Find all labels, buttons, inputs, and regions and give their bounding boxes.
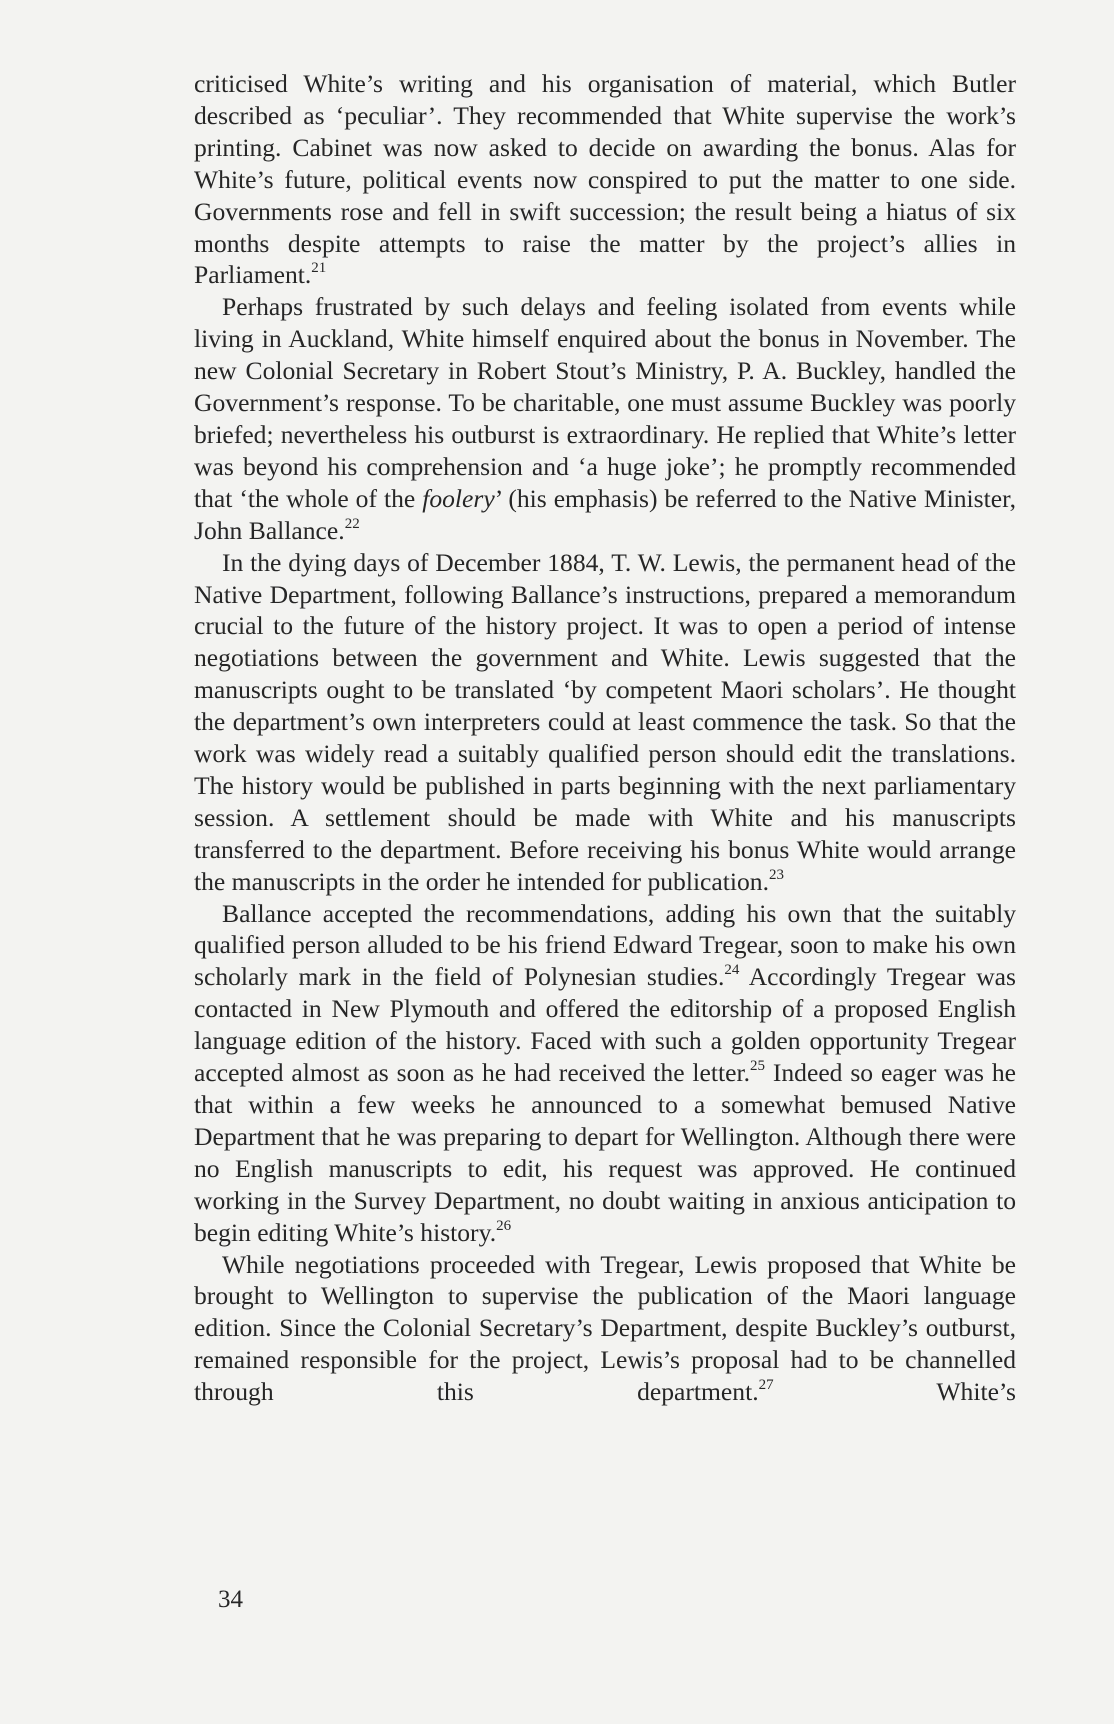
text-span: Accordingly Tregear was contacted in New Plymouth and offered the editorship of a proposed English language edition of the history. Faced with such a golden opportunity Tregear accepted almost as soon as he had received the letter. xyxy=(194,962,1016,1088)
text-span: Indeed so eager was he that within a few weeks he announced to a somewhat bemused Native Department that he was preparing to depart for Wellington. Although there were no English manuscripts to edit, his request was approved. He continued working in the Survey Department, no doubt waiting in anxious anticipation to begin editing White’s history. xyxy=(194,1058,1016,1247)
paragraph-3 xyxy=(194,547,1016,898)
text-span: In the dying days of December 1884, T. W. Lewis, the permanent head of the Native Department, following Ballance’s instructions, prepared a memorandum crucial to the future of the history project. It was to open a period of intense negotiations between the government and White. Lewis suggested that the manuscripts ought to be translated ‘by competent Maori scholars’. He thought the department’s own interpreters could at least commence the task. So that the work was widely read a suitably qualified person should edit the translations. The history would be published in parts beginning with the next parliamentary session. A settlement should be made with White and his manuscripts transferred to the department. Before receiving his bonus White would arrange the manuscripts in the order he intended for publication. xyxy=(194,547,1016,896)
text-span: White’s xyxy=(773,1377,1016,1407)
footnote-ref-25: 25 xyxy=(750,1058,765,1075)
footnote-ref-22: 22 xyxy=(344,515,360,532)
footnote-ref-27: 27 xyxy=(758,1377,774,1394)
text-span: criticised White’s writing and his organisation of material, which Butler described as ‘peculiar’. They recommended that White supervise the work’s printing. Cabinet was now asked to decide on awarding the bonus. Alas for White’s future, political events now conspired to put the matter to one side. Governments rose and fell in swift succession; the result being a hiatus of six months despite attempts to raise the matter by the project’s allies in Parliament. xyxy=(194,69,1016,290)
paragraph-2 xyxy=(194,291,1016,546)
emphasis-foolery: foolery xyxy=(422,483,495,513)
paragraph-1 xyxy=(194,68,1016,291)
text-span: Perhaps frustrated by such delays and feeling isolated from events while living in Auckland, White himself enquired about the bonus in November. The new Colonial Secretary in Robert Stout’s Ministry, P. A. Buckley, handled the Government’s response. To be charitable, one must assume Buckley was poorly briefed; nevertheless his outburst is extraordinary. He replied that White’s letter was beyond his comprehension and ‘a huge joke’; he promptly recommended that ‘the whole of the xyxy=(194,292,1016,513)
paragraph-5 xyxy=(194,1249,1016,1409)
paragraph-4 xyxy=(194,898,1016,1249)
text-span: ’ (his emphasis) be referred to the Native Minister, John Ballance. xyxy=(194,483,1016,545)
footnote-ref-21: 21 xyxy=(311,260,327,277)
footnote-ref-23: 23 xyxy=(769,866,784,883)
page-number: 34 xyxy=(218,1586,243,1613)
text-span: While negotiations proceeded with Tregear, Lewis proposed that White be brought to Wellington to supervise the publication of the Maori language edition. Since the Colonial Secretary’s Department, despite Buckley’s outburst, remained responsible for the project, Lewis’s proposal had to be channelled through this department. xyxy=(194,1249,1016,1407)
body-text xyxy=(194,68,1016,1408)
footnote-ref-24: 24 xyxy=(724,962,740,979)
footnote-ref-26: 26 xyxy=(496,1217,512,1234)
text-span: Ballance accepted the recommendations, adding his own that the suitably qualified person alluded to be his friend Edward Tregear, soon to make his own scholarly mark in the field of Polynesian studies. xyxy=(194,898,1016,992)
